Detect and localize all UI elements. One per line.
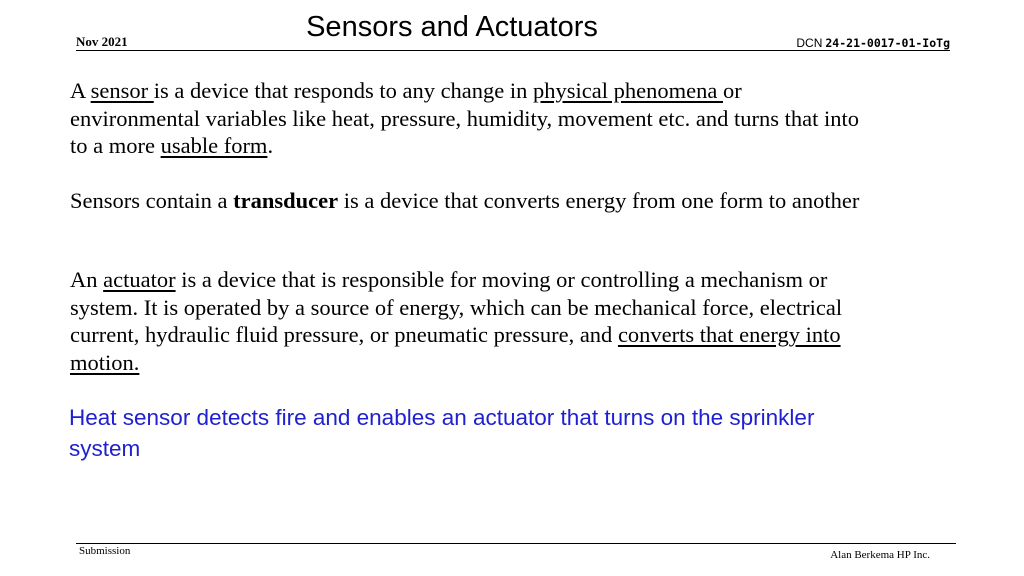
- physical-phenomena-term: physical phenomena: [533, 78, 723, 103]
- transducer-term: transducer: [233, 188, 339, 213]
- p2-text-1: Sensors contain a: [70, 188, 234, 213]
- p2-text-2: is a device that converts energy from one form to another: [338, 188, 860, 213]
- sensor-definition-paragraph: [70, 77, 860, 160]
- footer-divider: [76, 543, 956, 544]
- usable-form-term: usable form: [160, 133, 268, 158]
- dcn-number: 24-21-0017-01-IoTg: [825, 36, 950, 50]
- example-statement: Heat sensor detects fire and enables an actuator that turns on the sprinkler system: [69, 405, 815, 461]
- footer-author: Alan Berkema HP Inc.: [830, 549, 930, 561]
- p3-text-1: An: [70, 267, 104, 292]
- actuator-term: actuator: [103, 267, 176, 292]
- p1-text-4: .: [267, 133, 274, 158]
- p1-text-3: or environmental variables like heat, pressure, humidity, movement etc. and turns that into to a more: [70, 78, 859, 158]
- sensor-term: sensor: [90, 78, 154, 103]
- header-divider: [76, 50, 950, 51]
- converts-energy-term: converts that energy into motion.: [70, 322, 841, 375]
- actuator-definition-paragraph: [70, 266, 860, 376]
- transducer-paragraph: [70, 187, 860, 215]
- dcn-label: DCN: [796, 36, 823, 50]
- footer-submission: Submission: [79, 545, 131, 557]
- header-dcn: [796, 36, 950, 51]
- header-date: Nov 2021: [76, 34, 128, 49]
- p3-text-2: is a device that is responsible for moving or controlling a mechanism or system. It is operated by a source of energy, which can be mechanical force, electrical current, hydraulic fluid pressure, or pneumatic pressure, and: [70, 267, 843, 347]
- slide-title: Sensors and Actuators: [306, 11, 598, 43]
- p1-text-2: is a device that responds to any change in: [153, 78, 534, 103]
- p1-text-1: A: [70, 78, 91, 103]
